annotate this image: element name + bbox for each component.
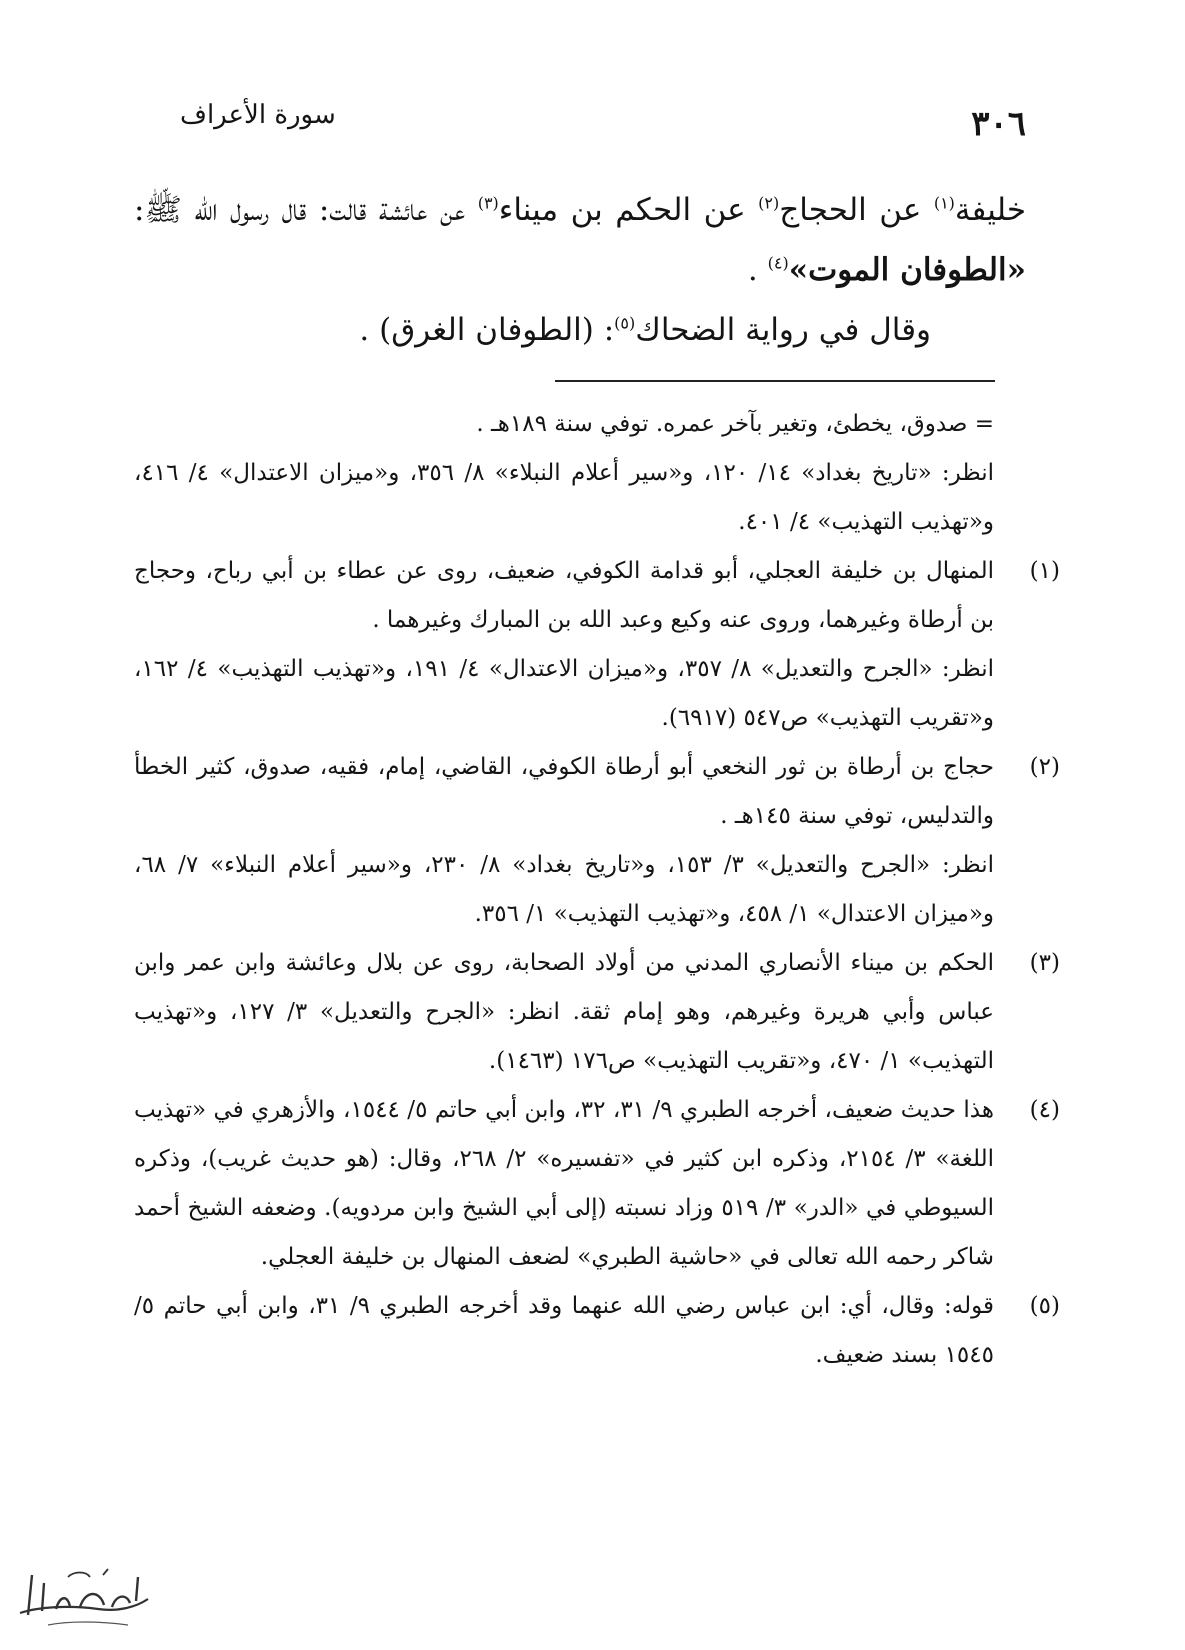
footnote-paragraph: حجاج بن أرطاة بن ثور النخعي أبو أرطاة الكوفي، القاضي، إمام، فقيه، صدوق، كثير الخطأ والتدليس، توفي سنة ١٤٥هـ .	[134, 754, 994, 829]
footnote-2	[134, 743, 1060, 939]
footnote-1	[134, 547, 1060, 743]
footnote-paragraph: هذا حديث ضعيف، أخرجه الطبري ٩/ ٣١، ٣٢، وابن أبي حاتم ٥/ ١٥٤٤، والأزهري في «تهذيب اللغة» ٣/ ٢١٥٤، وذكره ابن كثير في «تفسيره» ٢/ ٢٦٨، وقال: (هو حديث غريب)، وذكره السيوطي في «الدر» ٣/ ٥١٩ وزاد نسبته (إلى أبي الشيخ وابن مردويه). وضعفه الشيخ أحمد شاكر رحمه الله تعالى في «حاشية الطبري» لضعف المنهال بن خليفة العجلي.	[134, 1097, 995, 1270]
main-text-run: خليفة	[954, 192, 1026, 228]
footnote-marker: (٣)	[1029, 950, 1060, 976]
footnote-paragraph: قوله: وقال، أي: ابن عباس رضي الله عنهما وقد أخرجه الطبري ٩/ ٣١، وابن أبي حاتم ٥/ ١٥٤٥ بسند ضعيف.	[134, 1293, 994, 1368]
footnote-paragraph: المنهال بن خليفة العجلي، أبو قدامة الكوفي، ضعيف، روى عن عطاء بن أبي رباح، وحجاج بن أرطاة وغيرهما، وروى عنه وكيع وعبد الله بن المبارك وغيرهما .	[134, 558, 994, 633]
main-text-run: عن الحجاج	[779, 192, 934, 228]
footnote-4	[134, 1086, 1060, 1282]
footnote-continuation	[134, 400, 994, 547]
footnote-paragraph: = صدوق، يخطئ، وتغير بآخر عمره. توفي سنة ١٨٩هـ .	[476, 411, 994, 437]
main-text-run: عن عائشة قالت: قال رسول الله ﷺ:	[134, 192, 478, 228]
main-text	[134, 180, 1026, 360]
main-text-run: عن الحكم بن ميناء	[498, 192, 759, 228]
main-text-run: : (الطوفان الغرق) .	[359, 312, 615, 348]
footnote-paragraph: انظر: «الجرح والتعديل» ٣/ ١٥٣، و«تاريخ بغداد» ٨/ ٢٣٠، و«سير أعلام النبلاء» ٧/ ٦٨، و«ميزان الاعتدال» ١/ ٤٥٨، و«تهذيب التهذيب» ١/ ٣٥٦.	[134, 852, 995, 927]
footnote-paragraph: الحكم بن ميناء الأنصاري المدني من أولاد الصحابة، روى عن بلال وعائشة وابن عمر وابن عباس وأبي هريرة وغيرهم، وهو إمام ثقة. انظر: «الجرح والتعديل» ٣/ ١٢٧، و«تهذيب التهذيب» ١/ ٤٧٠، و«تقريب التهذيب» ص١٧٦ (١٤٦٣).	[134, 950, 994, 1074]
hadith-text: «الطوفان الموت»	[788, 252, 1026, 288]
running-header-surah: سورة الأعراف	[180, 100, 336, 130]
footnote-marker: (٤)	[1029, 1097, 1060, 1123]
publisher-logo	[8, 1555, 158, 1635]
main-paragraph-1	[134, 180, 1026, 300]
footnote-separator	[555, 380, 995, 382]
footnote-3	[134, 939, 1060, 1086]
main-text-run: وقال في رواية الضحاك	[635, 312, 931, 348]
main-paragraph-2	[134, 300, 1026, 360]
footnotes-section	[134, 400, 1060, 1380]
footnote-marker: (١)	[1029, 558, 1060, 584]
footnote-5	[134, 1282, 1060, 1380]
footnote-ref-4: (٤)	[767, 253, 789, 273]
footnote-paragraph: انظر: «تاريخ بغداد» ١٤/ ١٢٠، و«سير أعلام النبلاء» ٨/ ٣٥٦، و«ميزان الاعتدال» ٤/ ٤١٦، و«تهذيب التهذيب» ٤/ ٤٠١.	[134, 460, 995, 535]
footnote-ref-5: (٥)	[614, 313, 636, 333]
footnote-ref-3: (٣)	[477, 193, 499, 213]
page-number: ٣٠٦	[971, 104, 1026, 144]
footnote-ref-2: (٢)	[758, 193, 780, 213]
main-text-run: .	[747, 252, 768, 288]
footnote-paragraph: انظر: «الجرح والتعديل» ٨/ ٣٥٧، و«ميزان الاعتدال» ٤/ ١٩١، و«تهذيب التهذيب» ٤/ ١٦٢، و«تقريب التهذيب» ص٥٤٧ (٦٩١٧).	[134, 656, 995, 731]
footnote-ref-1: (١)	[933, 193, 955, 213]
footnote-marker: (٥)	[1029, 1293, 1060, 1319]
footnote-marker: (٢)	[1029, 754, 1060, 780]
